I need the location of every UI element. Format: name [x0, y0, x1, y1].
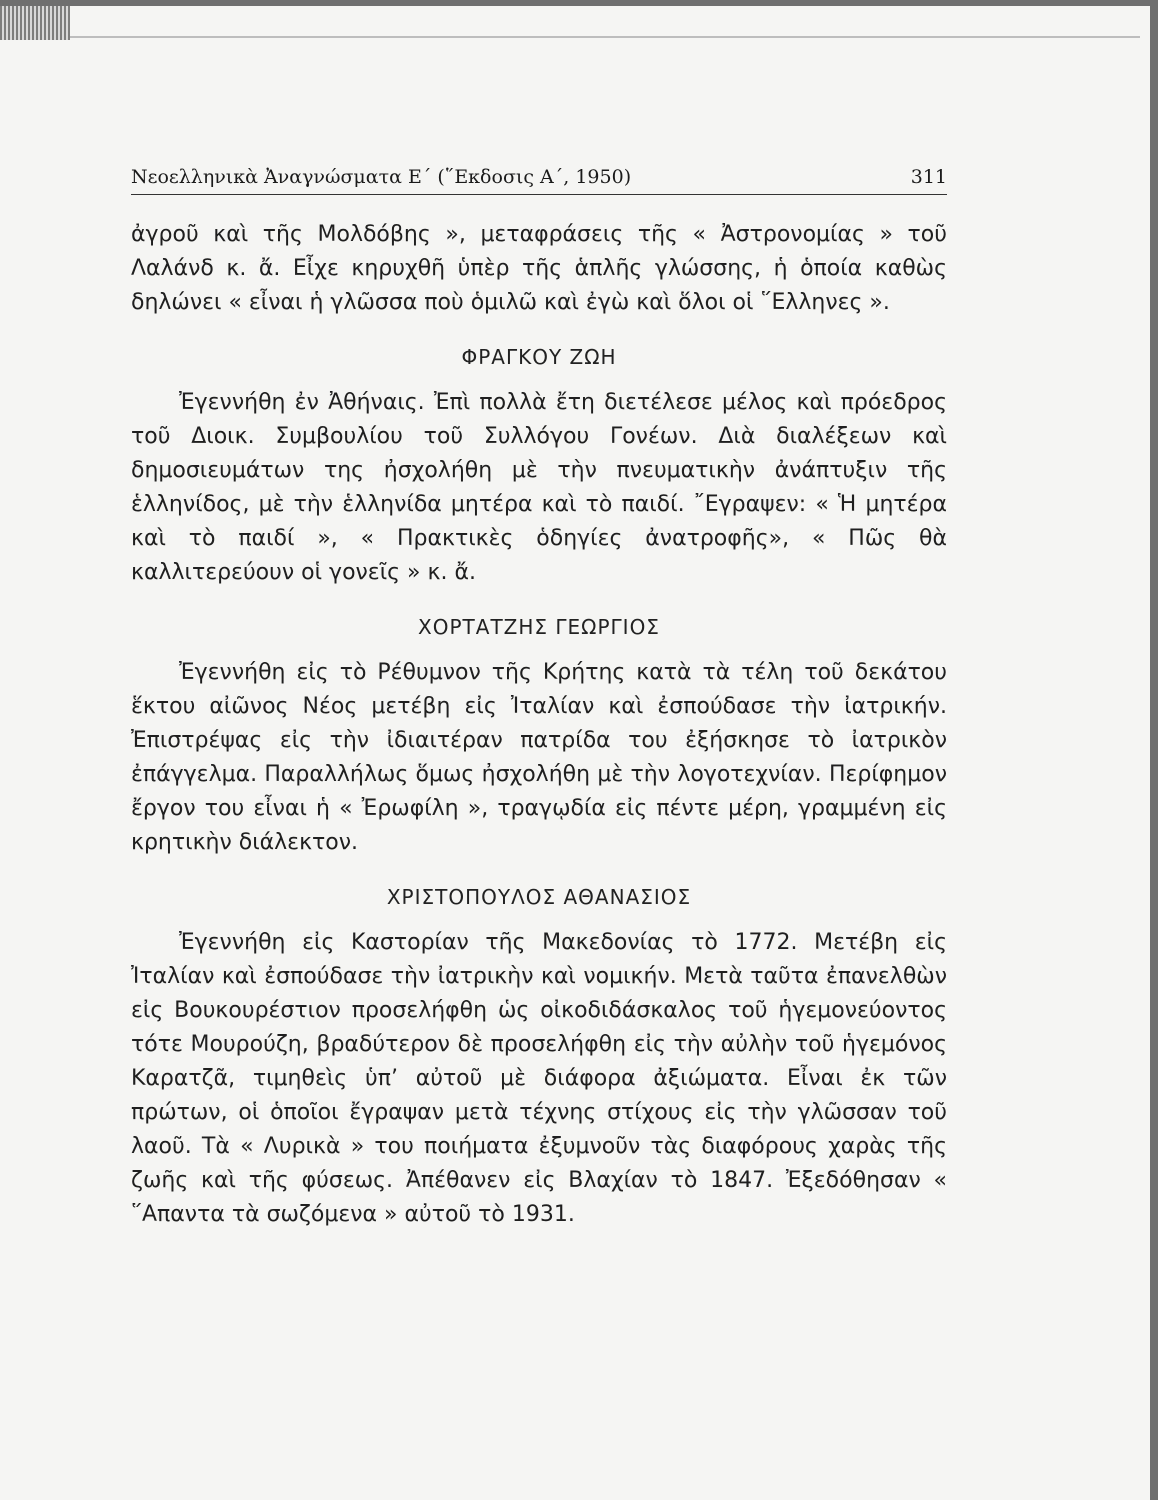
- running-title: Νεοελληνικὰ Ἀναγνώσματα Ε΄ (῞Εκδοσις Α΄, 1950): [131, 166, 632, 188]
- section-heading-fragkou-zoi: ΦΡΑΓΚΟΥ ΖΩΗ: [461, 345, 617, 369]
- opening-paragraph: ἀγροῦ καὶ τῆς Μολδόβης », μεταφράσεις τῆς « Ἀστρονομίας » τοῦ Λαλάνδ κ. ἄ. Εἶχε κηρυχθῆ ὑπὲρ τῆς ἁπλῆς γλώσσης, ἡ ὁποία καθὼς δηλώνει « εἶναι ἡ γλῶσσα ποὺ ὁμιλῶ καὶ ἐγὼ καὶ ὅλοι οἱ ῞Ελληνες ».: [131, 222, 947, 315]
- body-text: [131, 218, 947, 1232]
- section-paragraph-chortatzis: Ἐγεννήθη εἰς τὸ Ρέθυμνον τῆς Κρήτης κατὰ τὰ τέλη τοῦ δεκάτου ἕκτου αἰῶνος Νέος μετέβη εἰς Ἰταλίαν καὶ ἐσπούδασε τὴν ἰατρικήν. Ἐπιστρέψας εἰς τὴν ἰδιαιτέραν πατρίδα του ἐξήσκησε τὸ ἰατρικὸν ἐπάγγελμα. Παραλλήλως ὅμως ἠσχολήθη μὲ τὴν λογοτεχνίαν. Περίφημον ἔργον του εἶναι ἡ « Ἐρωφίλη », τραγῳδία εἰς πέντε μέρη, γραμμένη εἰς κρητικὴν διάλεκτον.: [131, 660, 947, 855]
- section-heading-chortatzis: ΧΟΡΤΑΤΖΗΣ ΓΕΩΡΓΙΟΣ: [418, 615, 660, 639]
- page-number: 311: [910, 166, 947, 188]
- running-header: [131, 162, 947, 195]
- section-paragraph-christopoulos: Ἐγεννήθη εἰς Καστορίαν τῆς Μακεδονίας τὸ 1772. Μετέβη εἰς Ἰταλίαν καὶ ἐσπούδασε τὴν ἰατρικὴν καὶ νομικήν. Μετὰ ταῦτα ἐπανελθὼν εἰς Βουκουρέστιον προσελήφθη ὡς οἰκοδιδάσκαλος τοῦ ἡγεμονεύοντος τότε Μουρούζη, βραδύτερον δὲ προσελήφθη εἰς τὴν αὐλὴν τοῦ ἡγεμόνος Καρατζᾶ, τιμηθεὶς ὑπ’ αὐτοῦ μὲ διάφορα ἀξιώματα. Εἶναι ἐκ τῶν πρώτων, οἱ ὁποῖοι ἔγραψαν μετὰ τέχνης στίχους εἰς τὴν γλῶσσαν τοῦ λαοῦ. Τὰ « Λυρικὰ » του ποιήματα ἐξυμνοῦν τὰς διαφόρους χαρὰς τῆς ζωῆς καὶ τῆς φύσεως. Ἀπέθανεν εἰς Βλαχίαν τὸ 1847. Ἐξεδόθησαν « ῞Απαντα τὰ σωζόμενα » αὐτοῦ τὸ 1931.: [131, 930, 947, 1227]
- page-edge-scuff: [0, 6, 70, 40]
- book-page: [0, 6, 1150, 1500]
- section-paragraph-fragkou-zoi: Ἐγεννήθη ἐν Ἀθήναις. Ἐπὶ πολλὰ ἔτη διετέλεσε μέλος καὶ πρόεδρος τοῦ Διοικ. Συμβουλίου τοῦ Συλλόγου Γονέων. Διὰ διαλέξεων καὶ δημοσιευμάτων της ἠσχολήθη μὲ τὴν πνευματικὴν ἀνάπτυξιν τῆς ἑλληνίδος, μὲ τὴν ἑλληνίδα μητέρα καὶ τὸ παιδί. ῎Εγραψεν: « Ἡ μητέρα καὶ τὸ παιδί », « Πρακτικὲς ὁδηγίες ἀνατροφῆς», « Πῶς θὰ καλλιτερεύουν οἱ γονεῖς » κ. ἄ.: [131, 390, 947, 585]
- section-heading-christopoulos: ΧΡΙΣΤΟΠΟΥΛΟΣ ΑΘΑΝΑΣΙΟΣ: [386, 885, 692, 909]
- page-top-edge: [70, 36, 1140, 38]
